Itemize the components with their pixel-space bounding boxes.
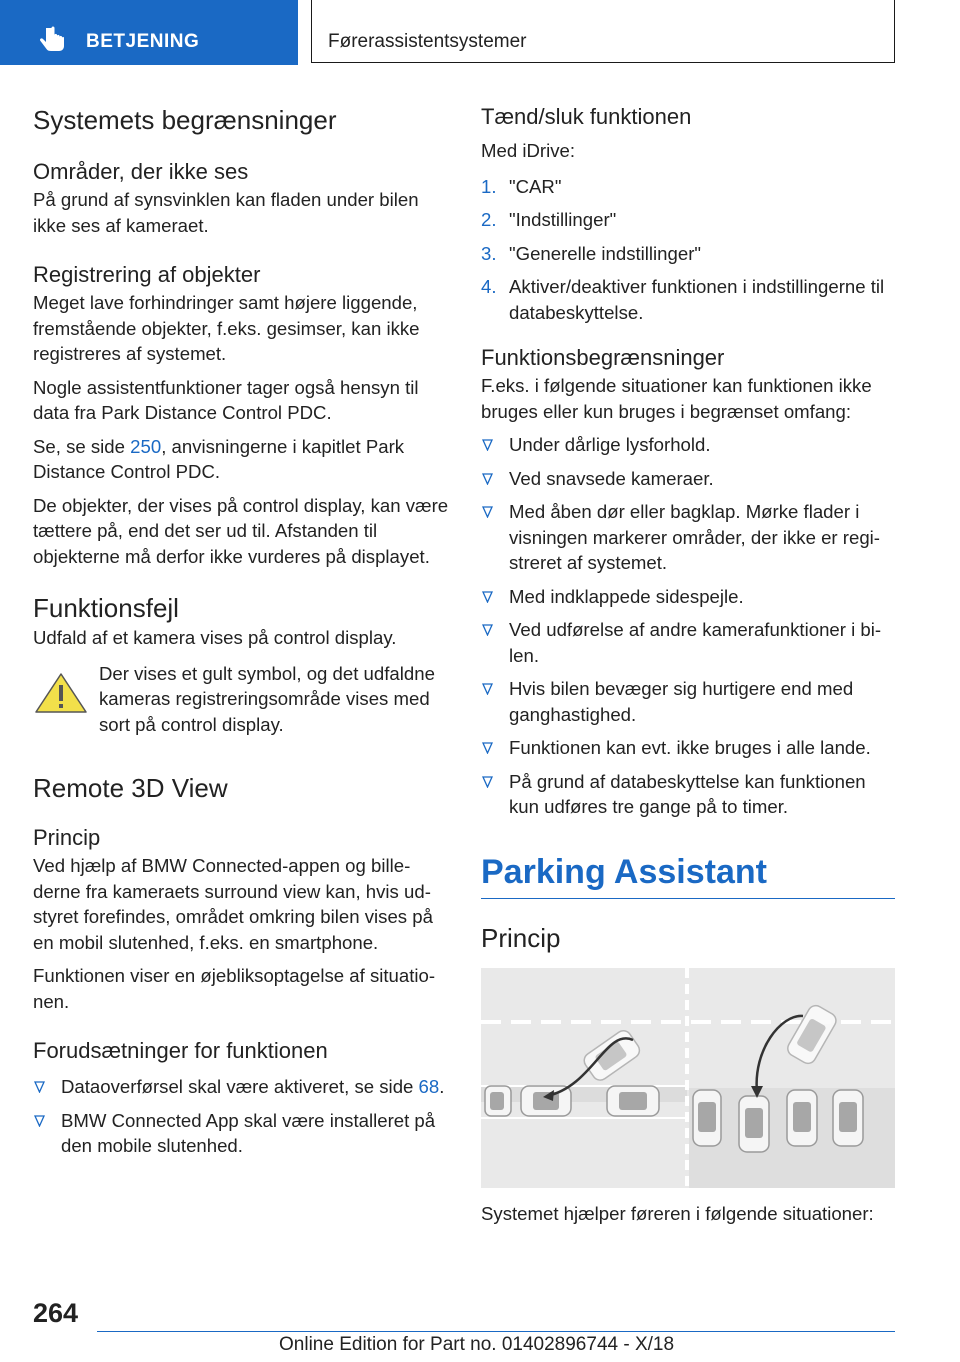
triangle-bullet-icon bbox=[482, 742, 493, 754]
right-column-continued bbox=[481, 1201, 895, 1227]
paragraph-detection-3: Se, se side 250, anvisningerne i kapitlet Park Distance Control PDC. bbox=[33, 435, 405, 482]
parked-car-right-4 bbox=[833, 1090, 863, 1146]
list-item: Under dårlige lysforhold. bbox=[481, 432, 895, 458]
footer-edition: Online Edition for Part no. 01402896744 - X/18 bbox=[279, 1334, 675, 1355]
page-number: 264 bbox=[33, 1298, 79, 1328]
list-item: 1. "CAR" bbox=[481, 175, 562, 197]
list-item: Funktionen kan evt. ikke bruges i alle lande. bbox=[481, 735, 895, 761]
list-item: 3. "Generelle indstillinger" bbox=[481, 242, 702, 264]
parking-illustration bbox=[481, 968, 895, 1188]
paragraph-detection-2: Nogle assistentfunktioner tager også hensyn til data fra Park Distance Control PDC. bbox=[33, 376, 419, 423]
header-section-tab bbox=[0, 0, 298, 65]
paragraph-malfunction: Udfald af et kamera vises på control display. bbox=[33, 627, 397, 648]
left-column bbox=[33, 100, 449, 1167]
hand-pointer-icon bbox=[38, 26, 68, 54]
heading-underline bbox=[481, 898, 895, 899]
warning-text: Der vises et gult symbol, og det udfaldne kameras registreringsområde vises med sort på control display. bbox=[99, 662, 435, 735]
triangle-bullet-icon bbox=[34, 1115, 45, 1127]
triangle-bullet-icon bbox=[482, 683, 493, 695]
list-item: 4. Aktiver/deaktiver funktionen i indstillingerne til databeskyttelse. bbox=[481, 276, 885, 323]
heading-parking-assistant: Parking Assistant bbox=[481, 852, 767, 891]
paragraph-detection-4: De objekter, der vises på control display, kan være tættere på, end det ser ud til. Afstanden til objekterne må derfor ikke vurderes på displayet. bbox=[33, 494, 449, 567]
steps-list bbox=[481, 174, 895, 326]
list-item: Hvis bilen bevæger sig hurtigere end med ganghastighed. bbox=[481, 676, 895, 727]
heading-malfunction: Funktionsfejl bbox=[33, 593, 179, 623]
header-chapter-label: Førerassistentsystemer bbox=[328, 31, 527, 52]
paragraph-detection-1: Meget lave forhindringer samt højere liggende, fremstående objekter, f.eks. gesimser, kan ikke registreres af systemet. bbox=[33, 292, 420, 364]
parked-car-left-3 bbox=[607, 1086, 659, 1116]
heading-function-limits: Funktionsbegrænsninger bbox=[481, 345, 725, 370]
paragraph-idrive: Med iDrive: bbox=[481, 140, 576, 161]
heading-system-limits: Systemets begrænsninger bbox=[33, 105, 337, 135]
triangle-bullet-icon bbox=[482, 439, 493, 451]
paragraph-pa-situations: Systemet hjælper føreren i følgende situationer: bbox=[481, 1203, 874, 1224]
header-chapter-box bbox=[311, 0, 895, 63]
heading-object-detection: Registrering af objekter bbox=[33, 262, 261, 287]
list-item: Ved udførelse af andre kamerafunktioner i bilen. bbox=[481, 617, 895, 668]
heading-on-off: Tænd/sluk funktionen bbox=[481, 104, 692, 129]
list-item: På grund af databeskyttelse kan funktionen kun udføres tre gange på to timer. bbox=[481, 769, 895, 820]
heading-remote-3d-view: Remote 3D View bbox=[33, 773, 228, 803]
list-item: Ved snavsede kameraer. bbox=[481, 466, 895, 492]
warning-note bbox=[33, 661, 449, 738]
page-link-250[interactable]: 250 bbox=[130, 435, 162, 457]
page-link-68[interactable]: 68 bbox=[418, 1076, 440, 1097]
list-item: Med indklappede sidespejle. bbox=[481, 584, 895, 610]
triangle-bullet-icon bbox=[482, 473, 493, 485]
paragraph-principle-2: Funktionen viser en øjebliksoptagelse af situationen. bbox=[33, 965, 436, 1012]
parked-car-right-3 bbox=[787, 1090, 817, 1146]
list-item: Dataoverførsel skal være aktiveret, se side 68. bbox=[33, 1074, 449, 1100]
triangle-bullet-icon bbox=[482, 776, 493, 788]
header-section-label: BETJENING bbox=[86, 31, 200, 52]
triangle-bullet-icon bbox=[482, 624, 493, 636]
parked-car-right-1 bbox=[693, 1090, 721, 1146]
warning-triangle-icon bbox=[33, 671, 89, 715]
triangle-bullet-icon bbox=[34, 1081, 45, 1093]
parked-car-left-1 bbox=[485, 1086, 511, 1116]
list-item: 2. "Indstillinger" bbox=[481, 209, 617, 230]
list-item: BMW Connected App skal være installeret på den mobile slutenhed. bbox=[33, 1108, 449, 1159]
footer-rule bbox=[97, 1331, 895, 1332]
heading-prerequisites: Forudsætninger for funktionen bbox=[33, 1038, 328, 1063]
list-item: Med åben dør eller bagklap. Mørke flader i visningen markerer områder, der ikke er registreret af systemet. bbox=[481, 499, 895, 576]
heading-pa-principle: Princip bbox=[481, 922, 561, 953]
heading-principle: Princip bbox=[33, 825, 101, 850]
limits-list bbox=[481, 432, 895, 820]
prerequisites-list bbox=[33, 1074, 449, 1159]
right-column bbox=[481, 100, 895, 955]
paragraph-principle-1: Ved hjælp af BMW Connected-appen og billederne fra kameraets surround view kan, hvis udstyret forefindes, området omkring bilen vises på en mobil slutenhed, f.eks. en smartphone. bbox=[33, 855, 433, 953]
triangle-bullet-icon bbox=[482, 591, 493, 603]
heading-unseen-areas: Områder, der ikke ses bbox=[33, 159, 249, 184]
parked-car-right-2 bbox=[739, 1096, 769, 1152]
paragraph-function-limits: F.eks. i følgende situationer kan funktionen ikke bruges eller kun bruges i begrænset omfang: bbox=[481, 375, 872, 422]
triangle-bullet-icon bbox=[482, 506, 493, 518]
paragraph-unseen-areas: På grund af synsvinklen kan fladen under bilen ikke ses af kameraet. bbox=[33, 189, 419, 236]
